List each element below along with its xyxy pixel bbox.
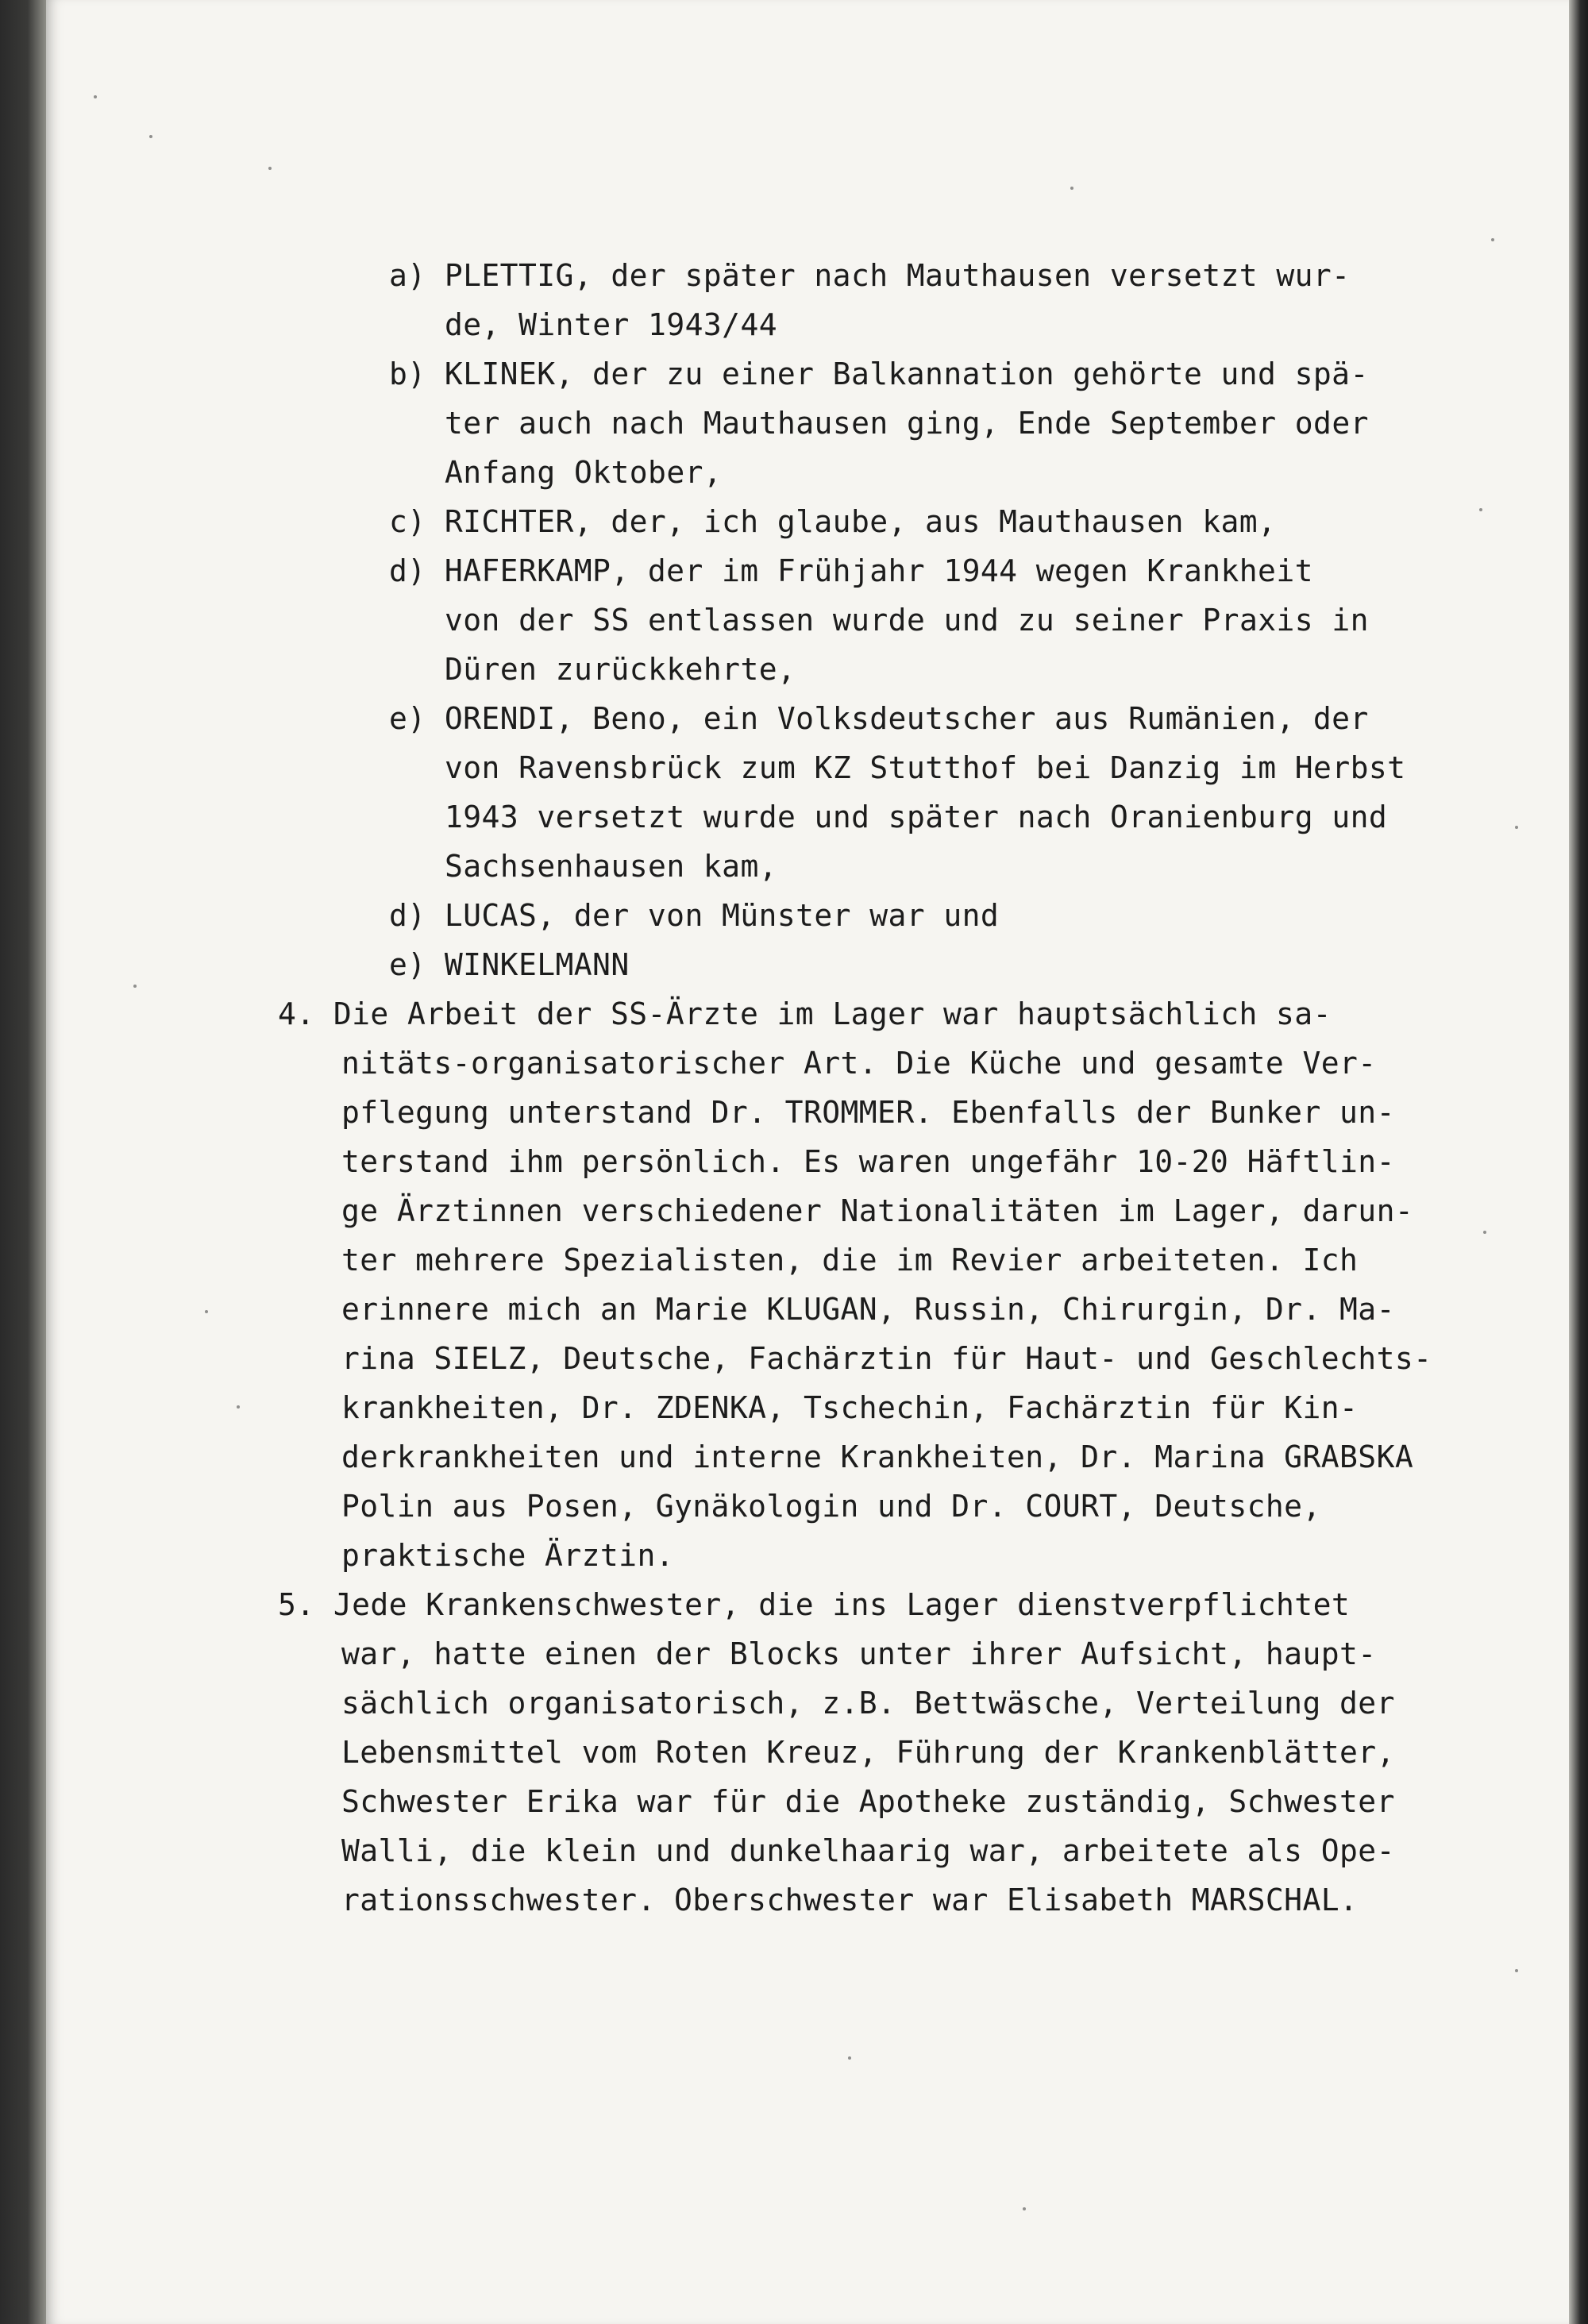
text-line: Walli, die klein und dunkelhaarig war, arbeitete als Ope- [341,1833,1395,1868]
scan-speck [1491,238,1494,241]
text-line: nitäts-organisatorischer Art. Die Küche und gesamte Ver- [341,1046,1377,1081]
text-line: Schwester Erika war für die Apotheke zuständig, Schwester [341,1784,1395,1819]
text-line: sächlich organisatorisch, z.B. Bettwäsche, Verteilung der [341,1686,1395,1721]
scan-speck [1070,187,1073,190]
text-line: Sachsenhausen kam, [445,849,778,884]
scan-speck [1023,2207,1026,2210]
binding-edge [0,0,46,2324]
text-line: ge Ärztinnen verschiedener Nationalitäten im Lager, darun- [341,1193,1414,1228]
text-line: Düren zurückkehrte, [445,652,796,687]
scan-speck [149,135,152,138]
text-line: rationsschwester. Oberschwester war Elisabeth MARSCHAL. [341,1883,1359,1917]
text-line: Lebensmittel vom Roten Kreuz, Führung der Krankenblätter, [341,1735,1395,1770]
text-line: terstand ihm persönlich. Es waren ungefähr 10-20 Häftlin- [341,1144,1395,1179]
text-line: ter auch nach Mauthausen ging, Ende September oder [445,406,1369,441]
list-item-lucas: d) LUCAS, der von Münster war und [389,898,1000,933]
scan-speck [1479,508,1482,511]
text-line: von der SS entlassen wurde und zu seiner Praxis in [445,603,1369,638]
text-line: Polin aus Posen, Gynäkologin und Dr. COURT, Deutsche, [341,1489,1321,1524]
text-line: rina SIELZ, Deutsche, Fachärztin für Haut- und Geschlechts- [341,1341,1432,1376]
text-line: de, Winter 1943/44 [445,307,778,342]
list-item-winkelmann: e) WINKELMANN [389,947,630,982]
text-line: pflegung unterstand Dr. TROMMER. Ebenfalls der Bunker un- [341,1095,1395,1130]
list-item-plettig: a) PLETTIG, der später nach Mauthausen versetzt wur- [389,258,1351,293]
text-line: 1943 versetzt wurde und später nach Oranienburg und [445,800,1388,834]
list-item-orendi: e) ORENDI, Beno, ein Volksdeutscher aus Rumänien, der [389,701,1369,736]
scan-speck [848,2056,851,2060]
scan-speck [94,95,97,98]
page-edge-shadow [1569,0,1588,2324]
text-line: praktische Ärztin. [341,1538,675,1573]
list-item-haferkamp: d) HAFERKAMP, der im Frühjahr 1944 wegen Krankheit [389,553,1313,588]
text-line: krankheiten, Dr. ZDENKA, Tschechin, Fachärztin für Kin- [341,1390,1359,1425]
scan-speck [237,1405,240,1409]
text-line: ter mehrere Spezialisten, die im Revier arbeiteten. Ich [341,1243,1359,1278]
scan-speck [205,1310,208,1313]
list-item-klinek: b) KLINEK, der zu einer Balkannation gehörte und spä- [389,357,1369,391]
text-line: erinnere mich an Marie KLUGAN, Russin, Chirurgin, Dr. Ma- [341,1292,1395,1327]
text-line: von Ravensbrück zum KZ Stutthof bei Danzig im Herbst [445,750,1406,785]
text-line: Anfang Oktober, [445,455,723,490]
scan-speck [1515,1969,1518,1972]
section-4-line: 4. Die Arbeit der SS-Ärzte im Lager war hauptsächlich sa- [278,996,1332,1031]
list-item-richter: c) RICHTER, der, ich glaube, aus Mauthausen kam, [389,504,1277,539]
scan-speck [1515,826,1518,829]
scan-speck [1483,1231,1486,1234]
scan-speck [133,985,137,988]
section-5-line: 5. Jede Krankenschwester, die ins Lager dienstverpflichtet [278,1587,1351,1622]
document-page [46,0,1569,2324]
text-line: derkrankheiten und interne Krankheiten, Dr. Marina GRABSKA [341,1439,1414,1474]
scan-speck [268,167,272,170]
text-line: war, hatte einen der Blocks unter ihrer Aufsicht, haupt- [341,1636,1377,1671]
